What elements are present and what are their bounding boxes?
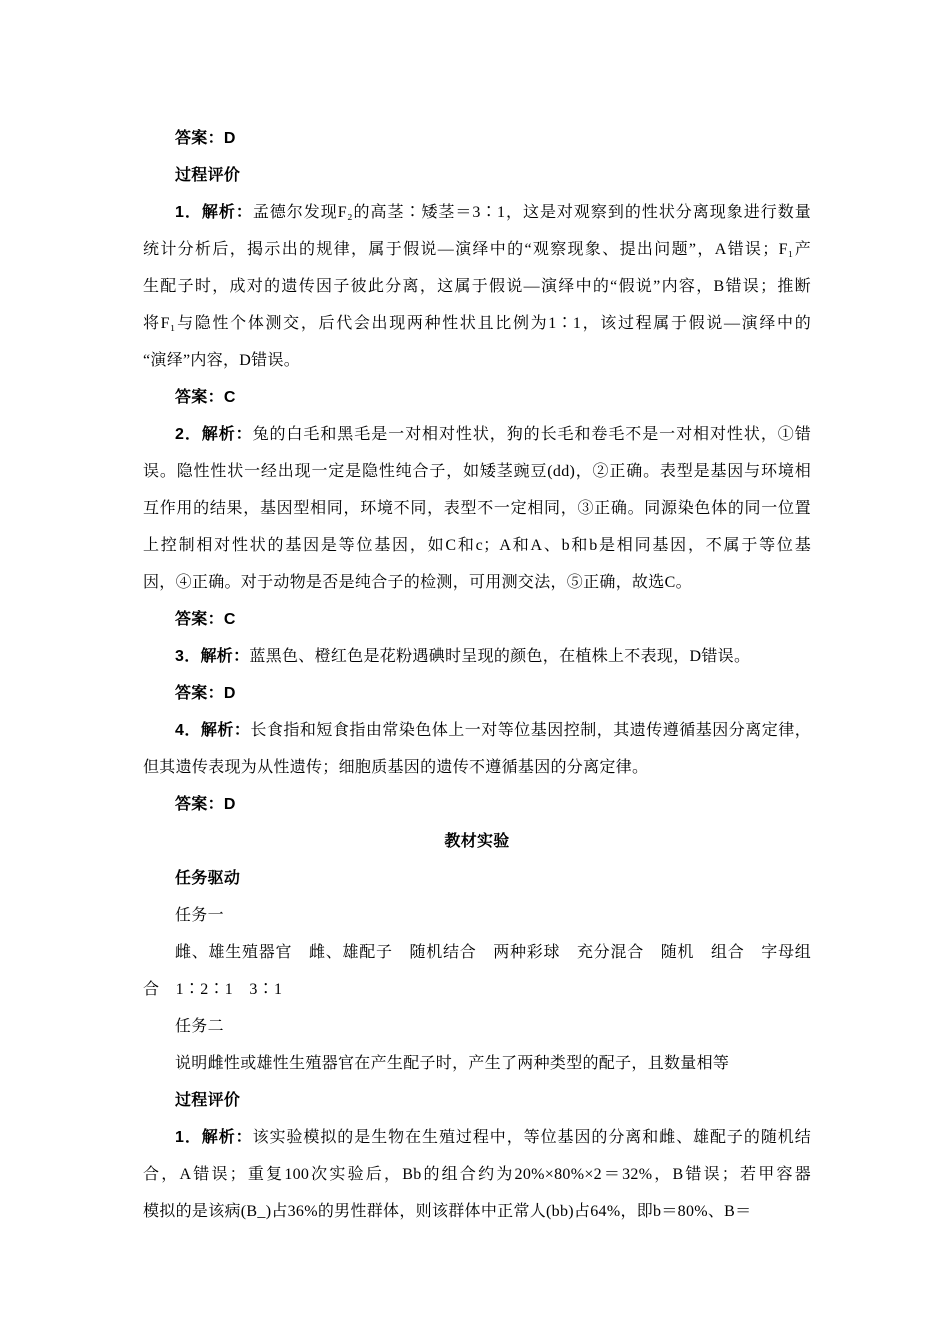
analysis-label: 解析：	[201, 204, 253, 221]
section-heading: 过程评价	[175, 1092, 241, 1109]
item-number: 3．	[175, 648, 201, 665]
answer-line	[143, 383, 811, 420]
answer-label: 答案：	[175, 130, 224, 147]
analysis-text: 互作用的结果，基因型相同，环境不同，表型不一定相同，③正确。同源染色体的同一位置	[143, 500, 811, 517]
analysis-line	[143, 1123, 811, 1160]
analysis-text: 上控制相对性状的基因是等位基因，如C和c；A和A、b和b是相同基因，不属于等位基	[143, 537, 811, 554]
analysis-line	[143, 531, 811, 568]
analysis-text: 误。隐性性状一经出现一定是隐性纯合子，如矮茎豌豆(dd)，②正确。表型是基因与环境相	[143, 463, 811, 480]
text-line: 说明雌性或雄性生殖器官在产生配子时，产生了两种类型的配子，且数量相等	[175, 1055, 730, 1072]
answer-line	[143, 605, 811, 642]
section-heading: 任务驱动	[175, 870, 241, 887]
answer-label: 答案：	[175, 685, 224, 702]
analysis-label: 解析：	[200, 722, 251, 739]
analysis-line	[143, 716, 811, 753]
item-number: 1．	[175, 1129, 202, 1146]
answer-line	[143, 124, 811, 161]
analysis-text: 生配子时，成对的遗传因子彼此分离，这属于假说—演绎中的“假说”内容，B错误；推断	[143, 278, 811, 295]
section-title: 教材实验	[444, 833, 510, 850]
analysis-line	[143, 642, 811, 679]
analysis-line	[143, 1160, 811, 1197]
analysis-text: 统计分析后，揭示出的规律，属于假说—演绎中的“观察现象、提出问题”，A错误；F₁产	[143, 241, 811, 258]
answer-label: 答案：	[175, 611, 224, 628]
analysis-text: 长食指和短食指由常染色体上一对等位基因控制，其遗传遵循基因分离定律，	[250, 722, 811, 739]
analysis-line	[143, 753, 811, 790]
analysis-text: 合，A错误；重复100次实验后，Bb的组合约为20%×80%×2＝32%，B错误；若甲容器	[143, 1166, 811, 1183]
answer-line	[143, 679, 811, 716]
analysis-line	[143, 494, 811, 531]
document-body	[143, 124, 811, 1234]
answer-label: 答案：	[175, 796, 224, 813]
answer-value: D	[223, 685, 236, 702]
analysis-text: “演绎”内容，D错误。	[143, 352, 301, 369]
analysis-line	[143, 272, 811, 309]
analysis-line	[143, 568, 811, 605]
text-line: 任务二	[175, 1018, 224, 1035]
analysis-line	[143, 420, 811, 457]
analysis-label: 解析：	[201, 1129, 253, 1146]
analysis-text: 兔的白毛和黑毛是一对相对性状，狗的长毛和卷毛不是一对相对性状，①错	[252, 426, 811, 443]
analysis-line	[143, 1197, 811, 1234]
analysis-text: 模拟的是该病(B_)占36%的男性群体，则该群体中正常人(bb)占64%，即b＝80%、B＝	[143, 1203, 752, 1220]
analysis-line	[143, 309, 811, 346]
analysis-text: 因，④正确。对于动物是否是纯合子的检测，可用测交法，⑤正确，故选C。	[143, 574, 692, 591]
analysis-text: 该实验模拟的是生物在生殖过程中，等位基因的分离和雌、雄配子的随机结	[252, 1129, 811, 1146]
analysis-line	[143, 198, 811, 235]
answer-line	[143, 790, 811, 827]
answer-value: D	[223, 130, 236, 147]
text-line: 任务一	[175, 907, 224, 924]
answer-value: C	[223, 611, 236, 628]
fill-line: 雌、雄生殖器官 雌、雄配子 随机结合 两种彩球 充分混合 随机 组合 字母组	[175, 944, 811, 961]
item-number: 1．	[175, 204, 202, 221]
analysis-label: 解析：	[201, 426, 253, 443]
answer-value: C	[223, 389, 236, 406]
section-heading: 过程评价	[175, 167, 241, 184]
analysis-text: 将F₁与隐性个体测交，后代会出现两种性状且比例为1∶1，该过程属于假说—演绎中的	[143, 315, 811, 332]
analysis-label: 解析：	[200, 648, 250, 665]
analysis-line	[143, 346, 811, 383]
analysis-line	[143, 457, 811, 494]
answer-value: D	[223, 796, 236, 813]
answer-label: 答案：	[175, 389, 224, 406]
analysis-text: 孟德尔发现F₂的高茎∶矮茎＝3∶1，这是对观察到的性状分离现象进行数量	[252, 204, 811, 221]
analysis-text: 蓝黑色、橙红色是花粉遇碘时呈现的颜色，在植株上不表现，D错误。	[249, 648, 751, 665]
item-number: 2．	[175, 426, 202, 443]
analysis-line	[143, 235, 811, 272]
fill-line: 合 1∶2∶1 3∶1	[143, 981, 283, 998]
item-number: 4．	[175, 722, 201, 739]
analysis-text: 但其遗传表现为从性遗传；细胞质基因的遗传不遵循基因的分离定律。	[143, 759, 649, 776]
